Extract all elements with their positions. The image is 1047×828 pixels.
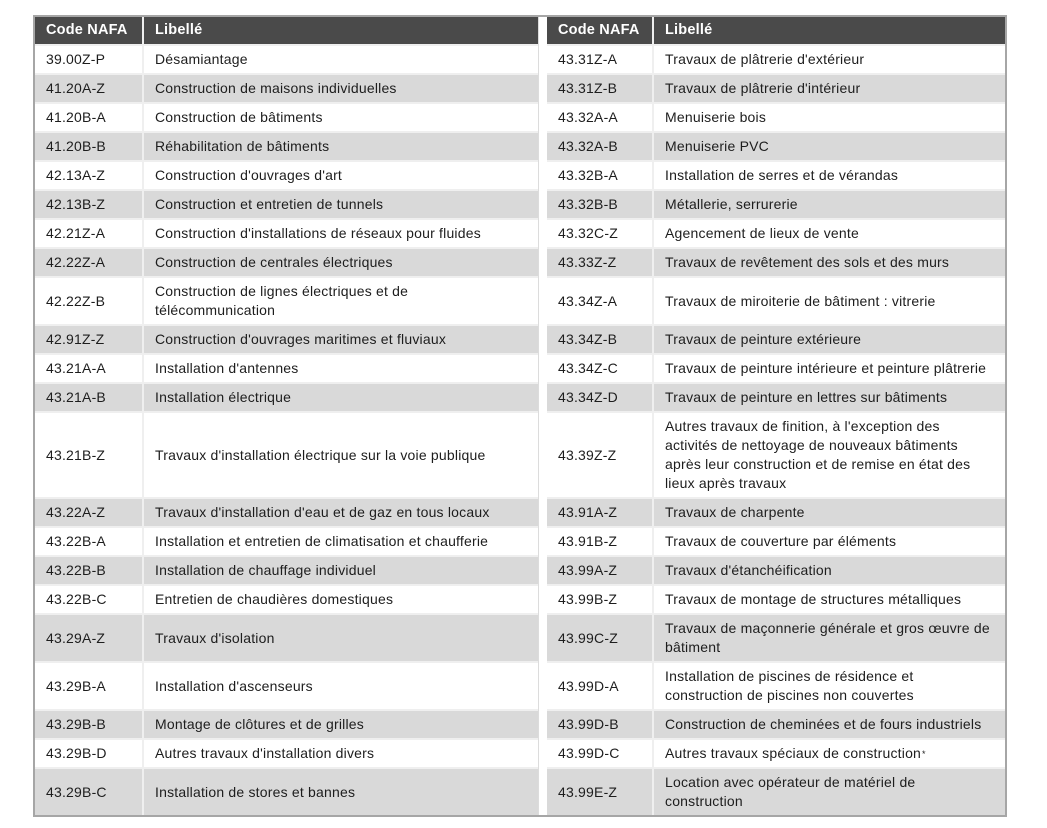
label-cell: Installation d'antennes bbox=[144, 355, 538, 384]
code-cell: 42.13A-Z bbox=[35, 162, 144, 191]
label-cell: Travaux de plâtrerie d'extérieur bbox=[654, 46, 1005, 75]
code-cell: 43.29B-D bbox=[35, 740, 144, 769]
code-cell: 43.29B-C bbox=[35, 769, 144, 815]
label-cell: Construction et entretien de tunnels bbox=[144, 191, 538, 220]
code-cell: 43.22B-A bbox=[35, 528, 144, 557]
label-cell: Travaux de peinture extérieure bbox=[654, 326, 1005, 355]
label-cell: Autres travaux d'installation divers bbox=[144, 740, 538, 769]
nafa-table bbox=[33, 15, 1007, 817]
code-cell: 43.99D-B bbox=[547, 711, 654, 740]
code-cell: 43.29A-Z bbox=[35, 615, 144, 663]
column-header-libelle-left: Libellé bbox=[144, 17, 538, 46]
label-cell: Construction de cheminées et de fours industriels bbox=[654, 711, 1005, 740]
label-cell: Travaux de miroiterie de bâtiment : vitrerie bbox=[654, 278, 1005, 326]
label-cell: Travaux de charpente bbox=[654, 499, 1005, 528]
column-gap bbox=[538, 133, 547, 162]
column-gap bbox=[538, 355, 547, 384]
column-gap bbox=[538, 711, 547, 740]
label-cell: Installation d'ascenseurs bbox=[144, 663, 538, 711]
label-cell: Location avec opérateur de matériel de construction bbox=[654, 769, 1005, 815]
column-gap bbox=[538, 769, 547, 815]
code-cell: 43.91B-Z bbox=[547, 528, 654, 557]
code-cell: 43.91A-Z bbox=[547, 499, 654, 528]
column-gap bbox=[538, 499, 547, 528]
column-gap bbox=[538, 615, 547, 663]
label-cell: Construction d'installations de réseaux pour fluides bbox=[144, 220, 538, 249]
column-gap bbox=[538, 46, 547, 75]
label-cell: Agencement de lieux de vente bbox=[654, 220, 1005, 249]
label-cell: Construction d'ouvrages maritimes et fluviaux bbox=[144, 326, 538, 355]
label-cell: Installation et entretien de climatisation et chaufferie bbox=[144, 528, 538, 557]
column-gap bbox=[538, 413, 547, 499]
column-header-libelle-right: Libellé bbox=[654, 17, 1005, 46]
code-cell: 43.32C-Z bbox=[547, 220, 654, 249]
column-gap bbox=[538, 75, 547, 104]
column-gap bbox=[538, 384, 547, 413]
code-cell: 39.00Z-P bbox=[35, 46, 144, 75]
code-cell: 42.13B-Z bbox=[35, 191, 144, 220]
column-gap bbox=[538, 278, 547, 326]
label-cell: Travaux de revêtement des sols et des murs bbox=[654, 249, 1005, 278]
code-cell: 43.31Z-B bbox=[547, 75, 654, 104]
column-gap bbox=[538, 663, 547, 711]
label-cell: Travaux de peinture en lettres sur bâtiments bbox=[654, 384, 1005, 413]
column-gap bbox=[538, 586, 547, 615]
column-gap bbox=[538, 162, 547, 191]
label-cell: Travaux d'installation d'eau et de gaz en tous locaux bbox=[144, 499, 538, 528]
label-cell: Construction de lignes électriques et de télécommunication bbox=[144, 278, 538, 326]
code-cell: 42.22Z-B bbox=[35, 278, 144, 326]
code-cell: 43.99D-A bbox=[547, 663, 654, 711]
code-cell: 43.99C-Z bbox=[547, 615, 654, 663]
code-cell: 43.34Z-B bbox=[547, 326, 654, 355]
column-gap bbox=[538, 249, 547, 278]
code-cell: 43.99E-Z bbox=[547, 769, 654, 815]
code-cell: 43.21B-Z bbox=[35, 413, 144, 499]
label-cell: Installation de serres et de vérandas bbox=[654, 162, 1005, 191]
label-cell: Menuiserie PVC bbox=[654, 133, 1005, 162]
code-cell: 43.99A-Z bbox=[547, 557, 654, 586]
code-cell: 42.21Z-A bbox=[35, 220, 144, 249]
label-cell: Autres travaux de finition, à l'exception des activités de nettoyage de nouveaux bâtiments après leur construction et de remise en état des lieux après travaux bbox=[654, 413, 1005, 499]
code-cell: 42.22Z-A bbox=[35, 249, 144, 278]
label-cell: Réhabilitation de bâtiments bbox=[144, 133, 538, 162]
code-cell: 43.32A-B bbox=[547, 133, 654, 162]
code-cell: 43.21A-A bbox=[35, 355, 144, 384]
label-cell: Installation électrique bbox=[144, 384, 538, 413]
code-cell: 43.32B-B bbox=[547, 191, 654, 220]
label-cell: Installation de stores et bannes bbox=[144, 769, 538, 815]
code-cell: 43.39Z-Z bbox=[547, 413, 654, 499]
code-cell: 43.34Z-A bbox=[547, 278, 654, 326]
code-cell: 43.21A-B bbox=[35, 384, 144, 413]
label-cell: Métallerie, serrurerie bbox=[654, 191, 1005, 220]
code-cell: 42.91Z-Z bbox=[35, 326, 144, 355]
code-cell: 43.29B-A bbox=[35, 663, 144, 711]
label-cell: Travaux de montage de structures métalliques bbox=[654, 586, 1005, 615]
code-cell: 43.22B-B bbox=[35, 557, 144, 586]
label-cell: Travaux de maçonnerie générale et gros œuvre de bâtiment bbox=[654, 615, 1005, 663]
column-header-code-nafa-left: Code NAFA bbox=[35, 17, 144, 46]
column-gap bbox=[538, 528, 547, 557]
code-cell: 41.20B-A bbox=[35, 104, 144, 133]
code-cell: 43.99D-C bbox=[547, 740, 654, 769]
column-gap bbox=[538, 191, 547, 220]
label-cell: Travaux de peinture intérieure et peinture plâtrerie bbox=[654, 355, 1005, 384]
code-cell: 43.31Z-A bbox=[547, 46, 654, 75]
label-cell: Montage de clôtures et de grilles bbox=[144, 711, 538, 740]
column-header-code-nafa-right: Code NAFA bbox=[547, 17, 654, 46]
code-cell: 41.20B-B bbox=[35, 133, 144, 162]
code-cell: 43.22B-C bbox=[35, 586, 144, 615]
label-cell: Construction de centrales électriques bbox=[144, 249, 538, 278]
label-cell: Construction d'ouvrages d'art bbox=[144, 162, 538, 191]
code-cell: 43.34Z-D bbox=[547, 384, 654, 413]
code-cell: 43.99B-Z bbox=[547, 586, 654, 615]
column-gap bbox=[538, 17, 547, 46]
label-cell: Menuiserie bois bbox=[654, 104, 1005, 133]
column-gap bbox=[538, 220, 547, 249]
code-cell: 43.32B-A bbox=[547, 162, 654, 191]
label-cell: Entretien de chaudières domestiques bbox=[144, 586, 538, 615]
label-cell: Installation de piscines de résidence et construction de piscines non couvertes bbox=[654, 663, 1005, 711]
column-gap bbox=[538, 740, 547, 769]
label-cell: Construction de maisons individuelles bbox=[144, 75, 538, 104]
code-cell: 43.33Z-Z bbox=[547, 249, 654, 278]
code-cell: 43.22A-Z bbox=[35, 499, 144, 528]
label-cell: Construction de bâtiments bbox=[144, 104, 538, 133]
column-gap bbox=[538, 104, 547, 133]
code-cell: 43.29B-B bbox=[35, 711, 144, 740]
label-cell: Travaux de plâtrerie d'intérieur bbox=[654, 75, 1005, 104]
label-cell: Travaux d'étanchéification bbox=[654, 557, 1005, 586]
label-cell: Travaux d'isolation bbox=[144, 615, 538, 663]
label-cell: Désamiantage bbox=[144, 46, 538, 75]
label-cell: Installation de chauffage individuel bbox=[144, 557, 538, 586]
code-cell: 43.34Z-C bbox=[547, 355, 654, 384]
column-gap bbox=[538, 557, 547, 586]
code-cell: 41.20A-Z bbox=[35, 75, 144, 104]
code-cell: 43.32A-A bbox=[547, 104, 654, 133]
label-cell: Autres travaux spéciaux de construction * bbox=[654, 740, 1005, 769]
label-cell: Travaux de couverture par éléments bbox=[654, 528, 1005, 557]
column-gap bbox=[538, 326, 547, 355]
label-cell: Travaux d'installation électrique sur la voie publique bbox=[144, 413, 538, 499]
